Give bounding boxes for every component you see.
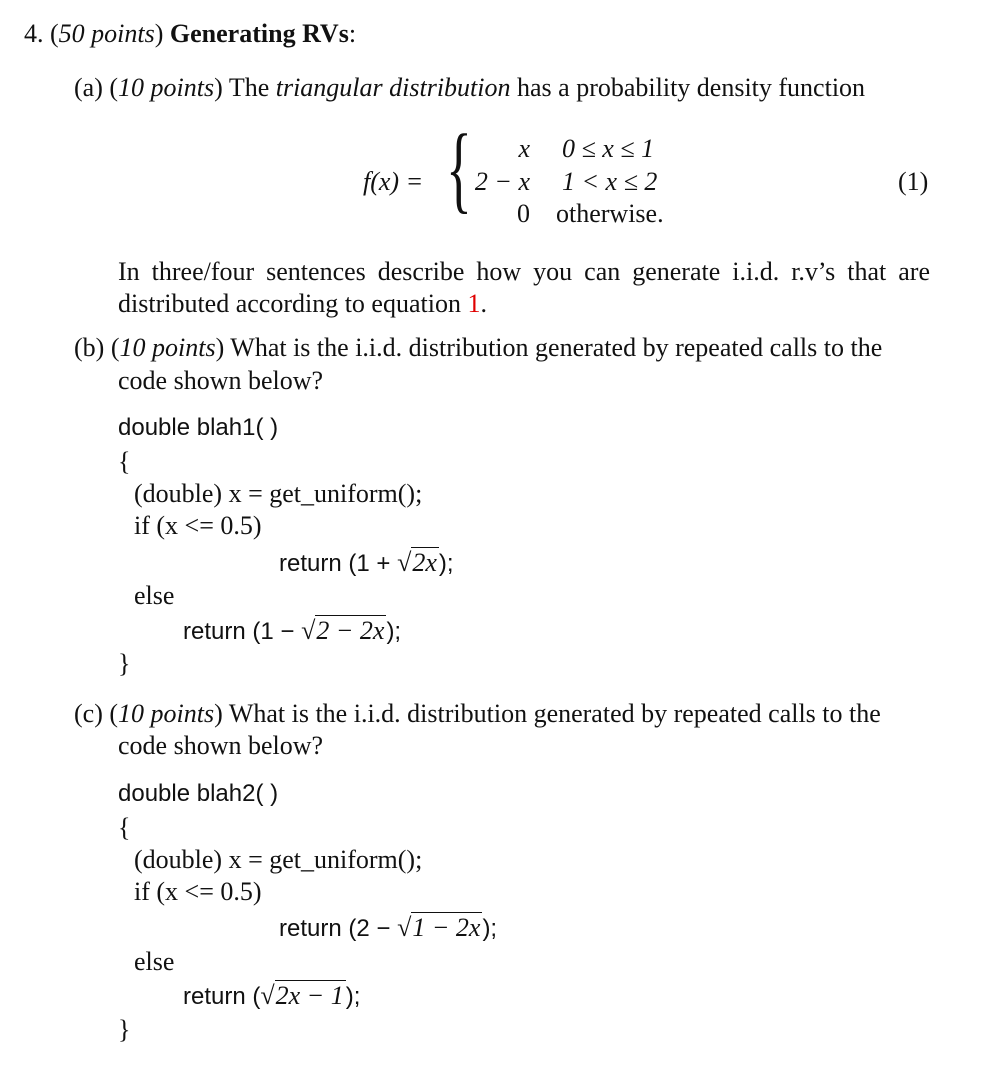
code-c-else: else [134, 947, 175, 976]
code-c-close-brace: } [118, 1015, 131, 1044]
sqrt-symbol: √2x [397, 548, 437, 577]
part-b-question-line2: code shown below? [118, 366, 324, 395]
code-b-signature: double blah1( ) [118, 414, 279, 441]
problem-header: 4. (50 points) Generating RVs: [24, 19, 357, 48]
part-c-label: (c) [74, 699, 103, 728]
code-b-line2: if (x <= 0.5) [134, 511, 262, 540]
code-b-return1: return (1 + √2x); [279, 548, 454, 577]
term-triangular: triangular distribution [275, 73, 511, 102]
eq-row1-cond: 0 ≤ x ≤ 1 [562, 134, 655, 163]
part-a-instruction-line1: In three/four sentences describe how you can generate i.i.d. r.v’s that are [118, 257, 930, 286]
code-c-open-brace: { [118, 813, 131, 842]
part-b-points: 10 points [119, 333, 216, 362]
problem-number: 4. [24, 19, 44, 48]
eq-row3-cond: otherwise. [556, 199, 664, 228]
part-c-heading: (c) (10 points) What is the i.i.d. distribution generated by repeated calls to the [74, 699, 881, 728]
part-c-points: 10 points [118, 699, 215, 728]
code-c-line1: (double) x = get_uniform(); [134, 845, 423, 874]
eq-row1-value: x [518, 134, 530, 163]
equation-lhs: f(x) = [363, 167, 424, 196]
problem-points: 50 points [58, 19, 155, 48]
sqrt-symbol: √2 − 2x [301, 616, 385, 645]
eq-row2-value: 2 − x [474, 167, 530, 196]
eq-row3-value: 0 [517, 199, 530, 228]
code-c-return1: return (2 − √1 − 2x); [279, 913, 498, 942]
code-b-open-brace: { [118, 447, 131, 476]
eq-row2-cond: 1 < x ≤ 2 [562, 167, 658, 196]
part-a-label: (a) [74, 73, 103, 102]
equation-number: (1) [898, 167, 929, 196]
code-b-line1: (double) x = get_uniform(); [134, 479, 423, 508]
sqrt-symbol: √1 − 2x [397, 913, 481, 942]
problem-title: Generating RVs [169, 19, 349, 48]
code-b-close-brace: } [118, 649, 131, 678]
part-a-instruction-line2: distributed according to equation 1. [118, 289, 487, 318]
code-b-return2: return (1 − √2 − 2x); [183, 616, 402, 645]
part-c-question-line2: code shown below? [118, 731, 324, 760]
part-b-heading: (b) (10 points) What is the i.i.d. distribution generated by repeated calls to the [74, 333, 883, 362]
equation-brace: { [446, 115, 472, 223]
code-c-return2: return (√2x − 1); [183, 981, 361, 1010]
code-b-else: else [134, 581, 175, 610]
equation-ref-link[interactable]: 1 [467, 289, 481, 318]
part-a-points: 10 points [118, 73, 215, 102]
sqrt-symbol: √2x − 1 [260, 981, 344, 1010]
part-a-heading: (a) (10 points) The triangular distribution has a probability density function [74, 73, 866, 102]
code-c-signature: double blah2( ) [118, 780, 279, 807]
part-b-label: (b) [74, 333, 105, 362]
code-c-line2: if (x <= 0.5) [134, 877, 262, 906]
